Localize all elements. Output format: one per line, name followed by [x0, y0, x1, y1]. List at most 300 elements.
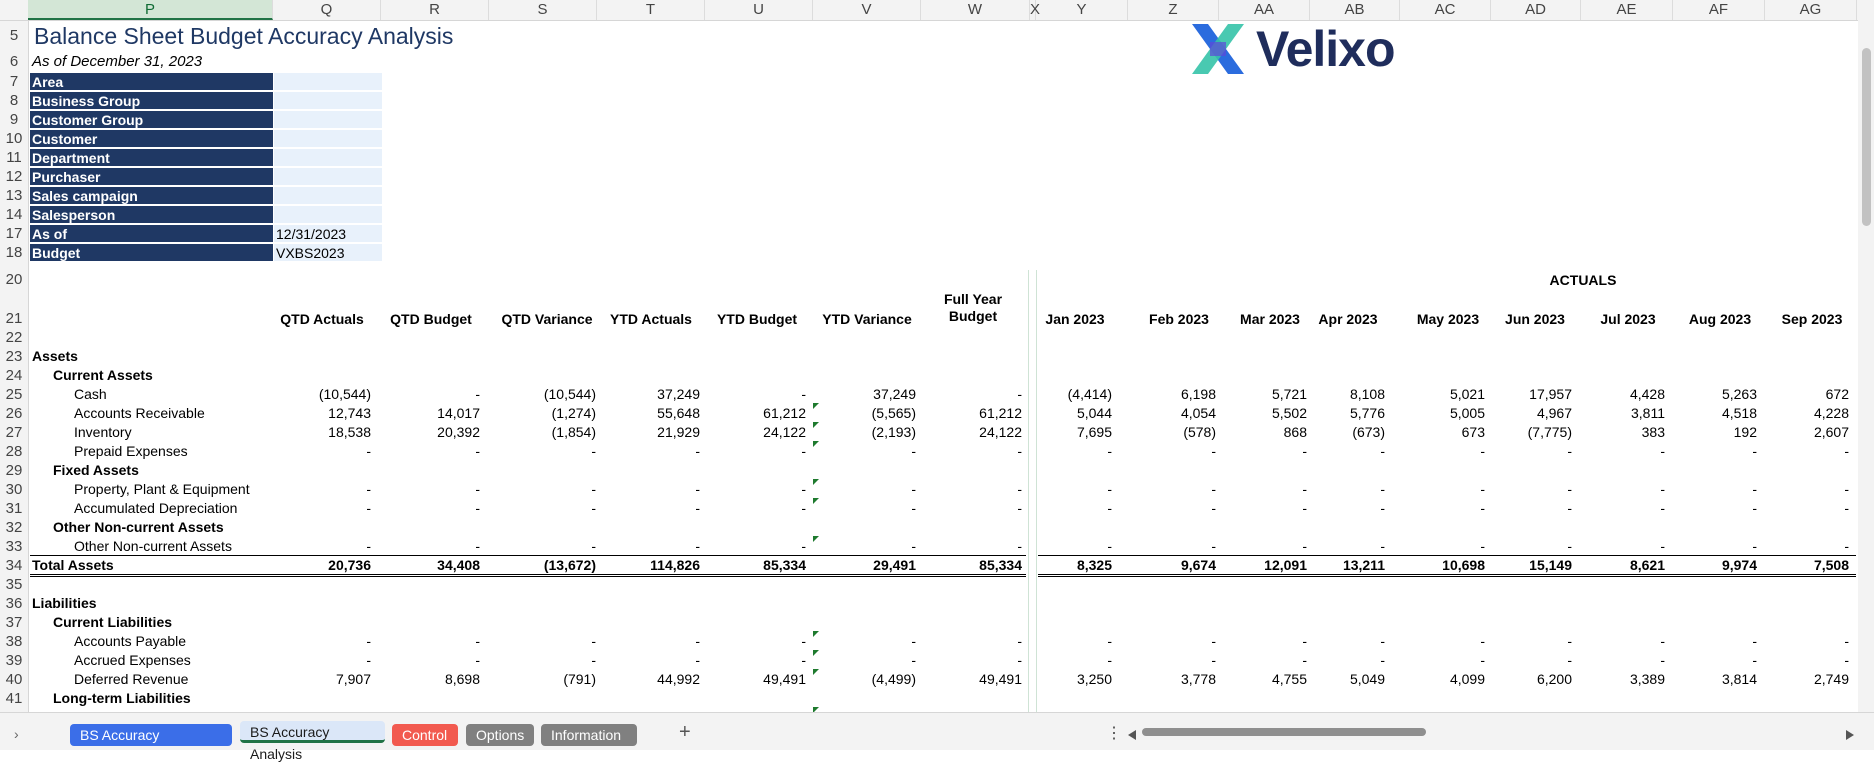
sheet-tab[interactable]: Options	[466, 724, 534, 746]
summary-column-header: YTD Actuals	[610, 311, 692, 327]
value-cell[interactable]: -	[1844, 633, 1849, 649]
add-sheet-button[interactable]: +	[679, 721, 691, 743]
account-label: Accumulated Depreciation	[74, 500, 238, 516]
value-cell[interactable]: -	[1480, 633, 1485, 649]
value-cell[interactable]: -	[1480, 481, 1485, 497]
value-cell[interactable]: -	[1211, 443, 1216, 459]
value-cell[interactable]: (673)	[1352, 424, 1385, 440]
value-cell[interactable]: (791)	[563, 671, 596, 687]
horizontal-scrollbar[interactable]	[1140, 727, 1844, 737]
row-header-10[interactable]: 10	[5, 130, 23, 147]
value-cell[interactable]: -	[1567, 500, 1572, 516]
filter-label: Salesperson	[30, 206, 273, 224]
month-column-header: Feb 2023	[1149, 311, 1209, 327]
column-header-x[interactable]: X	[1030, 1, 1041, 18]
value-cell[interactable]: -	[1567, 633, 1572, 649]
row-header-7[interactable]: 7	[9, 73, 19, 90]
value-cell[interactable]: 4,967	[1536, 405, 1572, 421]
filter-value-input[interactable]: 12/31/2023	[274, 225, 382, 243]
sheet-tab[interactable]: BS Accuracy Analysis	[240, 721, 385, 743]
filter-value-input[interactable]	[274, 206, 382, 224]
filter-value-input[interactable]	[274, 92, 382, 110]
value-cell[interactable]: (1,854)	[551, 424, 596, 440]
value-cell[interactable]: -	[801, 538, 806, 554]
value-cell[interactable]: -	[1017, 481, 1022, 497]
value-cell[interactable]: -	[1017, 443, 1022, 459]
filter-value-input[interactable]	[274, 130, 382, 148]
column-header-w[interactable]: W	[921, 0, 1030, 20]
value-cell[interactable]: -	[1660, 633, 1665, 649]
value-cell[interactable]: 8,108	[1349, 386, 1385, 402]
value-cell[interactable]: 3,778	[1180, 671, 1216, 687]
value-cell[interactable]: 4,228	[1813, 405, 1849, 421]
account-label: Inventory	[74, 424, 132, 440]
value-cell[interactable]: -	[1211, 633, 1216, 649]
value-cell[interactable]: 61,212	[979, 405, 1022, 421]
column-header-p[interactable]: P	[28, 0, 273, 20]
section-label: Current Assets	[53, 367, 153, 383]
value-cell[interactable]: 24,122	[763, 424, 806, 440]
sheet-tab[interactable]: Information	[541, 724, 637, 746]
error-indicator-icon	[813, 498, 819, 504]
value-cell[interactable]: -	[366, 538, 371, 554]
value-cell[interactable]: 10,698	[1442, 557, 1485, 573]
value-cell[interactable]: -	[1567, 443, 1572, 459]
value-cell[interactable]: 114,826	[650, 557, 700, 573]
value-cell[interactable]: -	[1752, 633, 1757, 649]
value-cell[interactable]: 8,698	[444, 671, 480, 687]
value-cell[interactable]: 4,099	[1449, 671, 1485, 687]
value-cell[interactable]: -	[475, 652, 480, 668]
month-column-header: Mar 2023	[1240, 311, 1300, 327]
value-cell[interactable]: 7,508	[1813, 557, 1849, 573]
row-header-27[interactable]: 27	[5, 424, 23, 441]
row-header-25[interactable]: 25	[5, 386, 23, 403]
value-cell[interactable]: -	[911, 633, 916, 649]
row-header-9[interactable]: 9	[9, 111, 19, 128]
row-header-38[interactable]: 38	[5, 633, 23, 650]
summary-column-header: QTD Actuals	[280, 311, 364, 327]
value-cell[interactable]: -	[1211, 652, 1216, 668]
value-cell[interactable]: 18,538	[328, 424, 371, 440]
value-cell[interactable]: -	[695, 500, 700, 516]
value-cell[interactable]: (10,544)	[543, 386, 596, 402]
account-label: Property, Plant & Equipment	[74, 481, 250, 497]
value-cell[interactable]: -	[911, 500, 916, 516]
value-cell[interactable]: -	[475, 386, 480, 402]
account-label: Deferred Revenue	[74, 671, 189, 687]
value-cell[interactable]: -	[695, 538, 700, 554]
row-header-11[interactable]: 11	[6, 149, 22, 166]
filter-label: Area	[30, 73, 273, 91]
value-cell[interactable]: 5,263	[1721, 386, 1757, 402]
value-cell[interactable]: (10,544)	[318, 386, 371, 402]
value-cell[interactable]: -	[911, 652, 916, 668]
value-cell[interactable]: (4,414)	[1067, 386, 1112, 402]
row-header-21[interactable]: 21	[5, 310, 23, 327]
row-header-13[interactable]: 13	[5, 187, 23, 204]
value-cell[interactable]: -	[1017, 633, 1022, 649]
value-cell[interactable]: -	[1107, 633, 1112, 649]
value-cell[interactable]: 3,811	[1631, 405, 1665, 421]
value-cell[interactable]: 6,200	[1536, 671, 1572, 687]
value-cell[interactable]: -	[1752, 500, 1757, 516]
account-label: Accrued Expenses	[74, 652, 191, 668]
value-cell[interactable]: -	[1480, 652, 1485, 668]
value-cell[interactable]: -	[366, 481, 371, 497]
row-header-30[interactable]: 30	[5, 481, 23, 498]
month-column-header: Apr 2023	[1318, 311, 1378, 327]
value-cell[interactable]: -	[1660, 481, 1665, 497]
sheet-tab-bar	[0, 712, 1874, 765]
value-cell[interactable]: -	[1107, 443, 1112, 459]
value-cell[interactable]: -	[1567, 481, 1572, 497]
column-header-z[interactable]: Z	[1128, 0, 1219, 20]
filter-label: As of	[30, 225, 273, 243]
value-cell[interactable]: -	[1567, 538, 1572, 554]
value-cell[interactable]: -	[366, 443, 371, 459]
value-cell[interactable]: -	[366, 652, 371, 668]
value-cell[interactable]: 5,044	[1076, 405, 1112, 421]
value-cell[interactable]: -	[1017, 386, 1022, 402]
section-label: Current Liabilities	[53, 614, 173, 630]
value-cell[interactable]: -	[801, 500, 806, 516]
value-cell[interactable]: -	[1660, 538, 1665, 554]
value-cell[interactable]: -	[475, 481, 480, 497]
value-cell[interactable]: 3,814	[1721, 671, 1757, 687]
filter-label: Customer	[30, 130, 273, 148]
value-cell[interactable]: 7,907	[335, 671, 371, 687]
filter-value-input[interactable]	[274, 111, 382, 129]
value-cell[interactable]: -	[801, 386, 806, 402]
value-cell[interactable]: -	[801, 443, 806, 459]
value-cell[interactable]: -	[1302, 481, 1307, 497]
value-cell[interactable]: 6,198	[1180, 386, 1216, 402]
filter-label: Budget	[30, 244, 273, 262]
summary-column-header: YTD Variance	[822, 311, 912, 327]
value-cell[interactable]: -	[1480, 538, 1485, 554]
value-cell[interactable]: (13,672)	[543, 557, 596, 573]
value-cell[interactable]: -	[1211, 500, 1216, 516]
row-header-36[interactable]: 36	[5, 595, 23, 612]
row-header-14[interactable]: 14	[5, 206, 23, 223]
row-header-39[interactable]: 39	[5, 652, 23, 669]
value-cell[interactable]: -	[801, 633, 806, 649]
value-cell[interactable]: -	[1480, 500, 1485, 516]
row-header-6[interactable]: 6	[9, 53, 19, 70]
value-cell[interactable]: 8,621	[1629, 557, 1665, 573]
value-cell[interactable]: 15,149	[1529, 557, 1572, 573]
value-cell[interactable]: 8,325	[1076, 557, 1112, 573]
value-cell[interactable]: -	[475, 443, 480, 459]
value-cell[interactable]: 49,491	[763, 671, 806, 687]
value-cell[interactable]: -	[1107, 500, 1112, 516]
row-header-31[interactable]: 31	[5, 500, 23, 517]
value-cell[interactable]: -	[366, 500, 371, 516]
column-header-ad[interactable]: AD	[1491, 0, 1581, 20]
value-cell[interactable]: -	[1211, 538, 1216, 554]
value-cell[interactable]: -	[1844, 652, 1849, 668]
value-cell[interactable]: -	[1107, 538, 1112, 554]
scroll-left-icon[interactable]	[1128, 727, 1136, 737]
value-cell[interactable]: 20,392	[437, 424, 480, 440]
filter-value-input[interactable]	[274, 149, 382, 167]
value-cell[interactable]: -	[695, 633, 700, 649]
value-cell[interactable]: 34,408	[437, 557, 480, 573]
value-cell[interactable]: -	[1017, 538, 1022, 554]
value-cell[interactable]: -	[1380, 481, 1385, 497]
summary-column-header: QTD Budget	[390, 311, 472, 327]
total-top-border	[30, 555, 1026, 556]
sheet-tab[interactable]: Control	[392, 724, 458, 746]
value-cell[interactable]: 37,249	[657, 386, 700, 402]
horizontal-scroll-thumb[interactable]	[1142, 728, 1426, 736]
value-cell[interactable]: 20,736	[328, 557, 371, 573]
value-cell[interactable]: -	[1380, 633, 1385, 649]
value-cell[interactable]: -	[1752, 538, 1757, 554]
row-header-40[interactable]: 40	[5, 671, 23, 688]
row-header-17[interactable]: 17	[5, 225, 23, 242]
value-cell[interactable]: -	[1302, 500, 1307, 516]
value-cell[interactable]: 17,957	[1529, 386, 1572, 402]
row-header-35[interactable]: 35	[5, 576, 23, 593]
value-cell[interactable]: -	[1211, 481, 1216, 497]
row-header-41[interactable]: 41	[5, 690, 23, 707]
value-cell[interactable]: -	[695, 481, 700, 497]
tab-scroll-chevron-icon[interactable]: ›	[14, 726, 19, 742]
column-header-u[interactable]: U	[705, 0, 813, 20]
value-cell[interactable]: -	[1752, 443, 1757, 459]
column-header-v[interactable]: V	[813, 0, 921, 20]
value-cell[interactable]: 4,518	[1721, 405, 1757, 421]
value-cell[interactable]: -	[1660, 500, 1665, 516]
value-cell[interactable]: 13,211	[1342, 557, 1385, 573]
row-header-20[interactable]: 20	[5, 271, 23, 288]
value-cell[interactable]: (7,775)	[1527, 424, 1572, 440]
value-cell[interactable]: 9,974	[1721, 557, 1757, 573]
value-cell[interactable]: -	[1380, 652, 1385, 668]
error-indicator-icon	[813, 631, 819, 637]
error-indicator-icon	[813, 669, 819, 675]
value-cell[interactable]: -	[801, 652, 806, 668]
value-cell[interactable]: -	[911, 443, 916, 459]
value-cell[interactable]: 5,021	[1449, 386, 1485, 402]
value-cell[interactable]: 5,049	[1349, 671, 1385, 687]
value-cell[interactable]: -	[1752, 652, 1757, 668]
column-header-bar	[0, 0, 1874, 21]
value-cell[interactable]: 5,502	[1271, 405, 1307, 421]
row-header-34[interactable]: 34	[5, 557, 23, 574]
value-cell[interactable]: -	[911, 481, 916, 497]
value-cell[interactable]: -	[695, 652, 700, 668]
report-subtitle: As of December 31, 2023	[32, 53, 203, 70]
month-column-header: Jan 2023	[1045, 311, 1105, 327]
filter-label: Customer Group	[30, 111, 273, 129]
value-cell[interactable]: -	[801, 481, 806, 497]
row-header-8[interactable]: 8	[9, 92, 19, 109]
value-cell[interactable]: (2,193)	[871, 424, 916, 440]
row-header-26[interactable]: 26	[5, 405, 23, 422]
value-cell[interactable]: 5,776	[1349, 405, 1385, 421]
account-label: Other Non-current Assets	[74, 538, 232, 554]
value-cell[interactable]: -	[591, 443, 596, 459]
column-header-ac[interactable]: AC	[1400, 0, 1491, 20]
sheet-tab[interactable]: BS Accuracy Summary	[70, 724, 232, 746]
value-cell[interactable]: 49,491	[979, 671, 1022, 687]
value-cell[interactable]: 7,695	[1076, 424, 1112, 440]
value-cell[interactable]: -	[1380, 500, 1385, 516]
value-cell[interactable]: 85,334	[979, 557, 1022, 573]
column-header-af[interactable]: AF	[1673, 0, 1765, 20]
value-cell[interactable]: -	[1302, 633, 1307, 649]
value-cell[interactable]: 2,749	[1813, 671, 1849, 687]
value-cell[interactable]: -	[1380, 443, 1385, 459]
value-cell[interactable]: 44,992	[657, 671, 700, 687]
value-cell[interactable]: 3,250	[1076, 671, 1112, 687]
filter-label: Sales campaign	[30, 187, 273, 205]
column-header-ag[interactable]: AG	[1765, 0, 1857, 20]
value-cell[interactable]: -	[1752, 481, 1757, 497]
value-cell[interactable]: -	[1844, 443, 1849, 459]
column-header-ae[interactable]: AE	[1581, 0, 1673, 20]
value-cell[interactable]: 672	[1825, 386, 1849, 402]
filter-value-input[interactable]: VXBS2023	[274, 244, 382, 262]
value-cell[interactable]: 868	[1283, 424, 1307, 440]
value-cell[interactable]: -	[1480, 443, 1485, 459]
value-cell[interactable]: -	[1380, 538, 1385, 554]
value-cell[interactable]: 14,017	[437, 405, 480, 421]
row-header-33[interactable]: 33	[5, 538, 23, 555]
value-cell[interactable]: 21,929	[657, 424, 700, 440]
value-cell[interactable]: -	[475, 538, 480, 554]
value-cell[interactable]: 2,607	[1813, 424, 1849, 440]
value-cell[interactable]: 673	[1461, 424, 1485, 440]
value-cell[interactable]: 55,648	[657, 405, 700, 421]
section-divider	[1036, 270, 1037, 712]
value-cell[interactable]: -	[1017, 500, 1022, 516]
month-column-header: Sep 2023	[1781, 311, 1843, 327]
section-label: Other Non-current Assets	[53, 519, 224, 535]
value-cell[interactable]: 383	[1641, 424, 1665, 440]
row-header-23[interactable]: 23	[5, 348, 23, 365]
value-cell[interactable]: 3,389	[1629, 671, 1665, 687]
row-header-bar	[0, 21, 29, 712]
filter-value-input[interactable]	[274, 168, 382, 186]
error-indicator-icon	[813, 536, 819, 542]
column-header-ab[interactable]: AB	[1310, 0, 1400, 20]
value-cell[interactable]: -	[591, 633, 596, 649]
value-cell[interactable]: -	[1107, 652, 1112, 668]
value-cell[interactable]: -	[591, 481, 596, 497]
scroll-right-icon[interactable]	[1846, 727, 1854, 737]
row-header-24[interactable]: 24	[5, 367, 23, 384]
value-cell[interactable]: (1,274)	[551, 405, 596, 421]
value-cell[interactable]: 4,428	[1629, 386, 1665, 402]
filter-label: Business Group	[30, 92, 273, 110]
value-cell[interactable]: -	[366, 633, 371, 649]
column-header-aa[interactable]: AA	[1219, 0, 1310, 20]
more-options-icon[interactable]: ⋮	[1106, 725, 1122, 742]
month-column-header: Jul 2023	[1600, 311, 1656, 327]
column-header-q[interactable]: Q	[273, 0, 381, 20]
value-cell[interactable]: -	[475, 500, 480, 516]
value-cell[interactable]: -	[1844, 481, 1849, 497]
filter-value-input[interactable]	[274, 73, 382, 91]
row-header-12[interactable]: 12	[5, 168, 23, 185]
vertical-scrollbar[interactable]	[1858, 20, 1874, 712]
value-cell[interactable]: -	[475, 633, 480, 649]
column-header-t[interactable]: T	[597, 0, 705, 20]
value-cell[interactable]: -	[1302, 538, 1307, 554]
value-cell[interactable]: -	[1017, 652, 1022, 668]
section-label: Long-term Liabilities	[53, 690, 191, 706]
value-cell[interactable]: 12,091	[1264, 557, 1307, 573]
row-header-29[interactable]: 29	[5, 462, 23, 479]
vertical-scroll-thumb[interactable]	[1862, 48, 1871, 226]
value-cell[interactable]: -	[1660, 652, 1665, 668]
row-header-37[interactable]: 37	[5, 614, 23, 631]
filter-value-input[interactable]	[274, 187, 382, 205]
value-cell[interactable]: 9,674	[1180, 557, 1216, 573]
error-indicator-icon	[813, 422, 819, 428]
account-label: Prepaid Expenses	[74, 443, 188, 459]
value-cell[interactable]: -	[1844, 538, 1849, 554]
total-row-label: Total Assets	[32, 557, 114, 573]
column-header-y[interactable]: Y	[1036, 0, 1128, 20]
value-cell[interactable]: -	[591, 652, 596, 668]
row-header-28[interactable]: 28	[5, 443, 23, 460]
account-label: Accounts Payable	[74, 633, 187, 649]
value-cell[interactable]: (578)	[1183, 424, 1216, 440]
value-cell[interactable]: -	[591, 500, 596, 516]
row-header-5[interactable]: 5	[9, 27, 19, 44]
value-cell[interactable]: 61,212	[763, 405, 806, 421]
value-cell[interactable]: 192	[1733, 424, 1757, 440]
value-cell[interactable]: -	[911, 538, 916, 554]
value-cell[interactable]: 85,334	[763, 557, 806, 573]
column-header-r[interactable]: R	[381, 0, 489, 20]
value-cell[interactable]: 24,122	[979, 424, 1022, 440]
value-cell[interactable]: -	[591, 538, 596, 554]
value-cell[interactable]: (4,499)	[871, 671, 916, 687]
value-cell[interactable]: (5,565)	[871, 405, 916, 421]
value-cell[interactable]: -	[1660, 443, 1665, 459]
row-header-18[interactable]: 18	[5, 244, 23, 261]
logo-text: Velixo	[1256, 21, 1395, 77]
value-cell[interactable]: -	[1302, 443, 1307, 459]
value-cell[interactable]: -	[1302, 652, 1307, 668]
value-cell[interactable]: 29,491	[873, 557, 916, 573]
value-cell[interactable]: -	[1844, 500, 1849, 516]
value-cell[interactable]: 12,743	[328, 405, 371, 421]
month-column-header: Aug 2023	[1688, 311, 1752, 327]
value-cell[interactable]: 5,721	[1271, 386, 1307, 402]
filter-label: Purchaser	[30, 168, 273, 186]
value-cell[interactable]: 4,054	[1180, 405, 1216, 421]
value-cell[interactable]: -	[695, 443, 700, 459]
actuals-header: ACTUALS	[1549, 272, 1617, 288]
value-cell[interactable]: -	[1107, 481, 1112, 497]
value-cell[interactable]: 5,005	[1449, 405, 1485, 421]
row-header-32[interactable]: 32	[5, 519, 23, 536]
total-bottom-border	[30, 574, 1026, 577]
value-cell[interactable]: 37,249	[873, 386, 916, 402]
row-header-22[interactable]: 22	[5, 329, 23, 346]
value-cell[interactable]: 4,755	[1271, 671, 1307, 687]
value-cell[interactable]: -	[1567, 652, 1572, 668]
error-indicator-icon	[813, 479, 819, 485]
column-header-s[interactable]: S	[489, 0, 597, 20]
